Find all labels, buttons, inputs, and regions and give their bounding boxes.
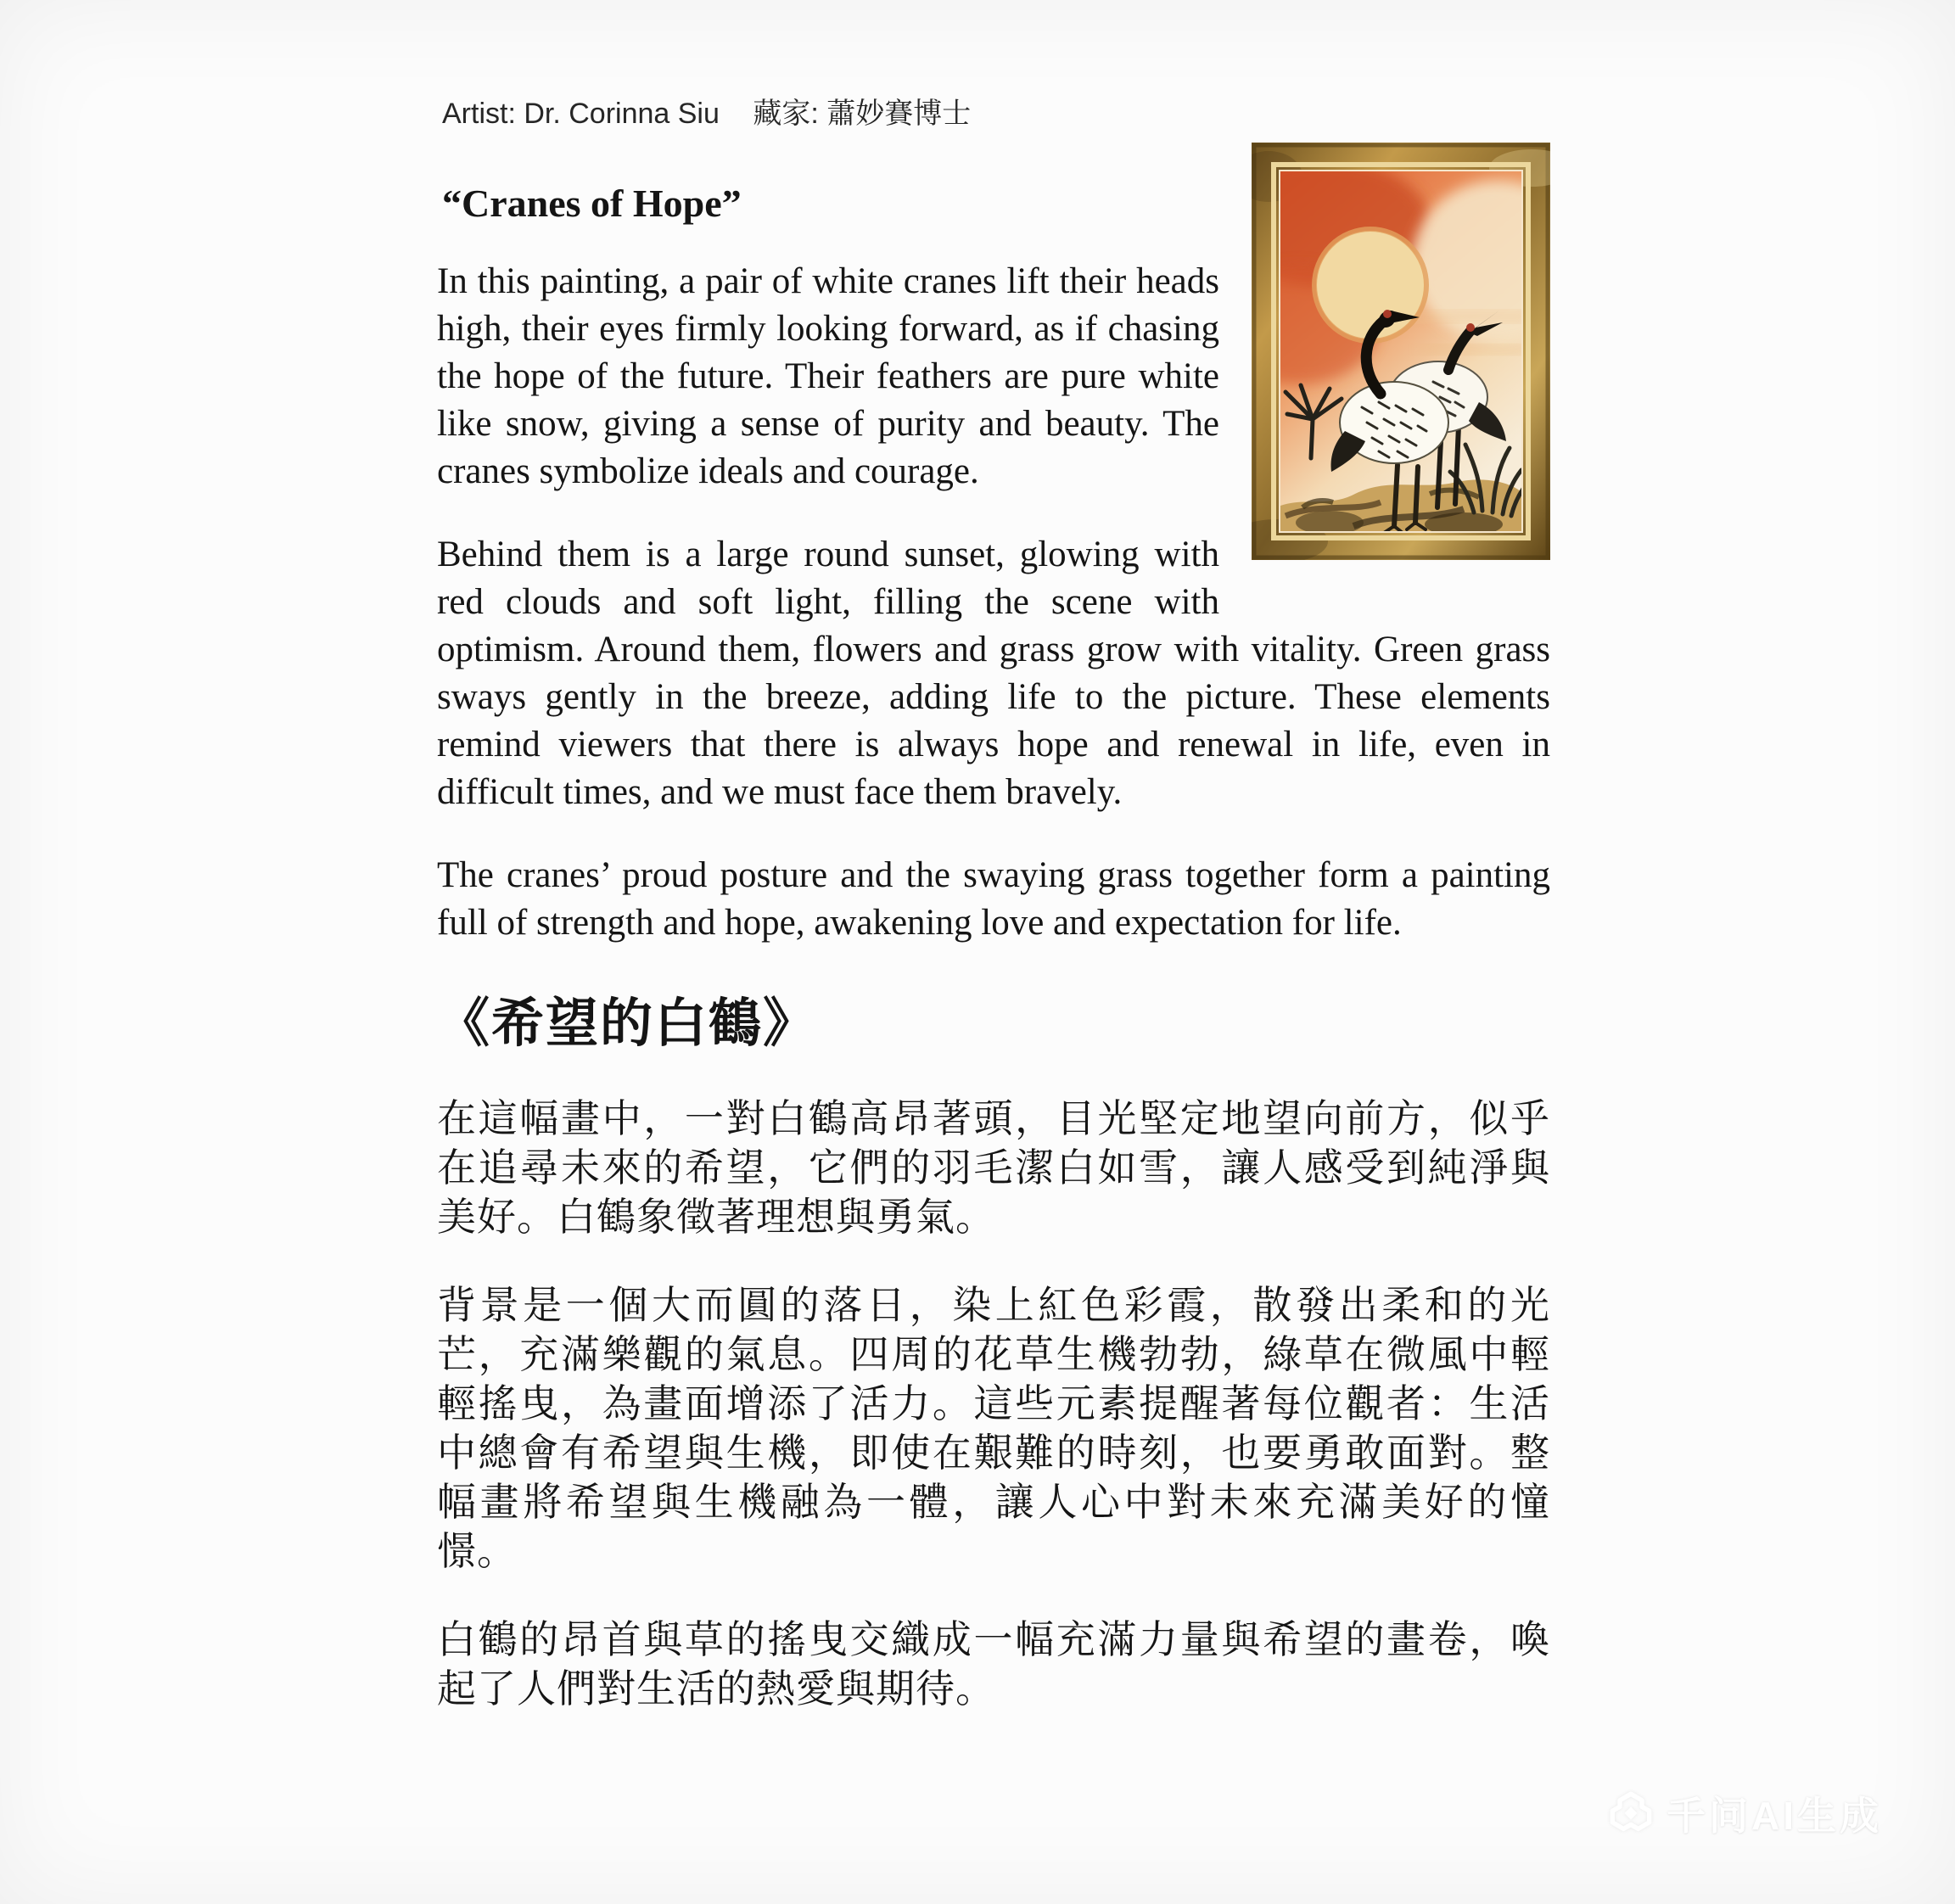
qwen-logo-icon [1609,1791,1653,1835]
cranes-painting-graphic [1252,143,1550,560]
artist-credit: Artist: Dr. Corinna Siu [442,98,720,130]
chinese-paragraph-1: 在這幅畫中，一對白鶴高昂著頭，目光堅定地望向前方，似乎在追尋未來的希望，它們的羽毛潔白如雪，讓人感受到純淨與美好。白鶴象徵著理想與勇氣。 [437,1097,1550,1239]
cranes-painting [1252,143,1550,560]
english-paragraph-3: The cranes’ proud posture and the swaying grass together form a painting full of strength and hope, awakening love and expectation for life. [437,855,1550,943]
collector-credit: 藏家: 蕭妙賽博士 [753,98,972,130]
painting-scene [1252,160,1550,536]
watermark [1609,1785,1882,1841]
chinese-paragraph-2: 背景是一個大而圓的落日，染上紅色彩霞，散發出柔和的光芒，充滿樂觀的氣息。四周的花草生機勃勃，綠草在微風中輕輕搖曳，為畫面增添了活力。這些元素提醒著每位觀者：生活中總會有希望與生機，即使在艱難的時刻，也要勇敢面對。整幅畫將希望與生機融為一體，讓人心中對未來充滿美好的憧憬。 [437,1284,1550,1573]
english-paragraph-1: In this painting, a pair of white cranes lift their heads high, their eyes firmly looking forward, as if chasing the hope of the future. Their feathers are pure white like snow, giving a sense of purity and beauty. The cranes symbolize ideals and courage. [437,261,1219,491]
chinese-paragraph-3: 白鶴的昂首與草的搖曳交織成一幅充滿力量與希望的畫卷，喚起了人們對生活的熱愛與期待。 [437,1618,1550,1711]
page-content [437,95,1550,1714]
english-title: “Cranes of Hope” [442,182,742,225]
chinese-title: 《希望的白鶴》 [437,995,818,1053]
watermark-text: 千问AI生成 [1667,1794,1882,1838]
byline [442,95,1550,132]
english-paragraph-2: Behind them is a large round sunset, glowing with red clouds and soft light, filling the scene with optimism. Around them, flowers and grass grow with vitality. Green grass sways gently in the breeze, adding life to the picture. These elements remind viewers that there is always hope and renewal in life, even in difficult times, and we must face them bravely. [437,535,1550,812]
